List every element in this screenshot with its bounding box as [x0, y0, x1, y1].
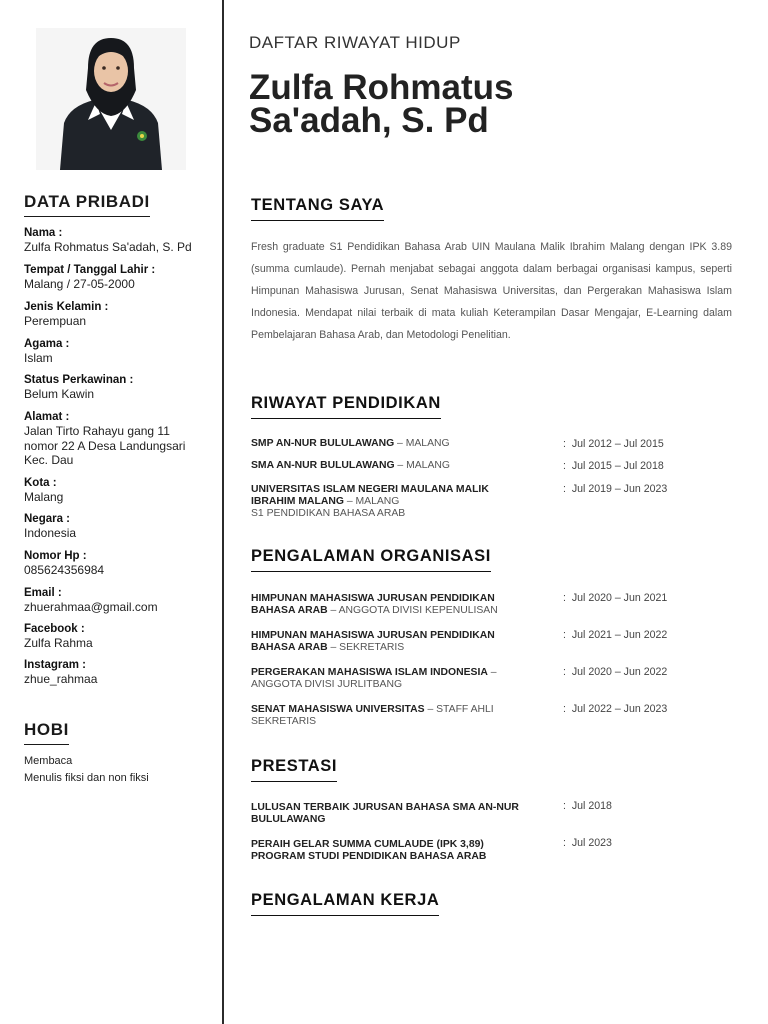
education-entry: UNIVERSITAS ISLAM NEGERI MAULANA MALIK IBRAHIM MALANG – MALANG S1 PENDIDIKAN BAHASA ARAB: [251, 484, 489, 519]
personal-item-birth: [24, 263, 209, 291]
personal-item-instagram: [24, 658, 209, 686]
work-heading: PENGALAMAN KERJA: [251, 891, 439, 910]
personal-item-city: [24, 476, 209, 504]
organization-date: : Jul 2020 – Jun 2022: [563, 666, 668, 678]
personal-value: Jalan Tirto Rahayu gang 11 nomor 22 A Desa Landungsari Kec. Dau: [24, 424, 186, 467]
column-divider: [222, 0, 224, 1024]
hobby-item: Menulis fiksi dan non fiksi: [24, 772, 149, 784]
personal-value: Islam: [24, 351, 53, 365]
personal-value: zhuerahmaa@gmail.com: [24, 600, 158, 614]
organization-entry: HIMPUNAN MAHASISWA JURUSAN PENDIDIKAN BAHASA ARAB – ANGGOTA DIVISI KEPENULISAN: [251, 593, 498, 616]
personal-label: Kota :: [24, 477, 57, 489]
profile-photo: [36, 28, 186, 170]
document-label: DAFTAR RIWAYAT HIDUP: [249, 33, 461, 52]
personal-value: zhue_rahmaa: [24, 672, 98, 686]
achievements-heading: PRESTASI: [251, 757, 337, 776]
personal-value: 085624356984: [24, 563, 105, 577]
personal-item-phone: [24, 549, 209, 577]
organization-date: : Jul 2021 – Jun 2022: [563, 629, 668, 641]
personal-item-facebook: [24, 622, 209, 650]
education-entry: SMP AN-NUR BULULAWANG – MALANG: [251, 438, 450, 449]
personal-item-religion: [24, 337, 209, 365]
education-heading: RIWAYAT PENDIDIKAN: [251, 394, 441, 413]
about-heading: TENTANG SAYA: [251, 196, 384, 215]
personal-item-address: [24, 410, 189, 468]
achievement-entry: PERAIH GELAR SUMMA CUMLAUDE (IPK 3,89) PROGRAM STUDI PENDIDIKAN BAHASA ARAB: [251, 839, 487, 862]
personal-label: Negara :: [24, 513, 71, 525]
full-name: [249, 68, 729, 140]
personal-label: Nama :: [24, 227, 63, 239]
personal-item-name: [24, 226, 209, 254]
education-date: : Jul 2019 – Jun 2023: [563, 483, 668, 495]
organization-date: : Jul 2022 – Jun 2023: [563, 703, 668, 715]
personal-item-marital: [24, 373, 209, 401]
about-text: Fresh graduate S1 Pendidikan Bahasa Arab UIN Maulana Malik Ibrahim Malang dengan IPK 3.89 (summa cumlaude). Pernah menjabat sebagai anggota dalam berbagai organisasi kampus, seperti Himpunan Mahasiswa Jurusan, Senat Mahasiswa Universitas, dan Pergerakan Mahasiswa Islam Indonesia. Mendapat nilai terbaik di mata kuliah Keterampilan Dasar Mengajar, E-Learning dalam Pembelajaran Bahasa Arab, dan Metodologi Penelitian.: [251, 241, 732, 341]
personal-value: Perempuan: [24, 314, 87, 328]
organization-date: : Jul 2020 – Jun 2021: [563, 592, 668, 604]
education-date: : Jul 2015 – Jul 2018: [563, 460, 664, 472]
personal-data-heading: DATA PRIBADI: [24, 192, 150, 212]
hobby-item: Membaca: [24, 755, 73, 767]
personal-value: Belum Kawin: [24, 387, 95, 401]
personal-value: Malang: [24, 490, 64, 504]
achievement-date: : Jul 2023: [563, 837, 612, 849]
achievement-date: : Jul 2018: [563, 800, 612, 812]
hobby-heading: HOBI: [24, 720, 69, 740]
personal-value: Malang / 27-05-2000: [24, 277, 135, 291]
personal-item-country: [24, 512, 209, 540]
personal-item-email: [24, 586, 209, 614]
personal-label: Jenis Kelamin :: [24, 301, 109, 313]
education-entry: SMA AN-NUR BULULAWANG – MALANG: [251, 460, 450, 471]
organization-entry: PERGERAKAN MAHASISWA ISLAM INDONESIA – ANGGOTA DIVISI JURLITBANG: [251, 667, 497, 690]
name-line-2: Sa'adah, S. Pd: [249, 101, 489, 140]
personal-label: Instagram :: [24, 659, 86, 671]
personal-label: Facebook :: [24, 623, 85, 635]
personal-label: Nomor Hp :: [24, 550, 87, 562]
personal-value: Zulfa Rohmatus Sa'adah, S. Pd: [24, 240, 192, 254]
personal-label: Agama :: [24, 338, 70, 350]
personal-value: Zulfa Rahma: [24, 636, 93, 650]
name-line-1: Zulfa Rohmatus: [249, 68, 514, 107]
organization-heading: PENGALAMAN ORGANISASI: [251, 547, 491, 566]
personal-label: Email :: [24, 587, 62, 599]
personal-label: Alamat :: [24, 411, 70, 423]
organization-entry: SENAT MAHASISWA UNIVERSITAS – STAFF AHLI SEKRETARIS: [251, 704, 494, 727]
personal-label: Status Perkawinan :: [24, 374, 134, 386]
personal-item-gender: [24, 300, 209, 328]
personal-value: Indonesia: [24, 526, 77, 540]
education-date: : Jul 2012 – Jul 2015: [563, 438, 664, 450]
personal-label: Tempat / Tanggal Lahir :: [24, 264, 156, 276]
organization-entry: HIMPUNAN MAHASISWA JURUSAN PENDIDIKAN BAHASA ARAB – SEKRETARIS: [251, 630, 495, 653]
achievement-entry: LULUSAN TERBAIK JURUSAN BAHASA SMA AN-NUR BULULAWANG: [251, 802, 519, 825]
